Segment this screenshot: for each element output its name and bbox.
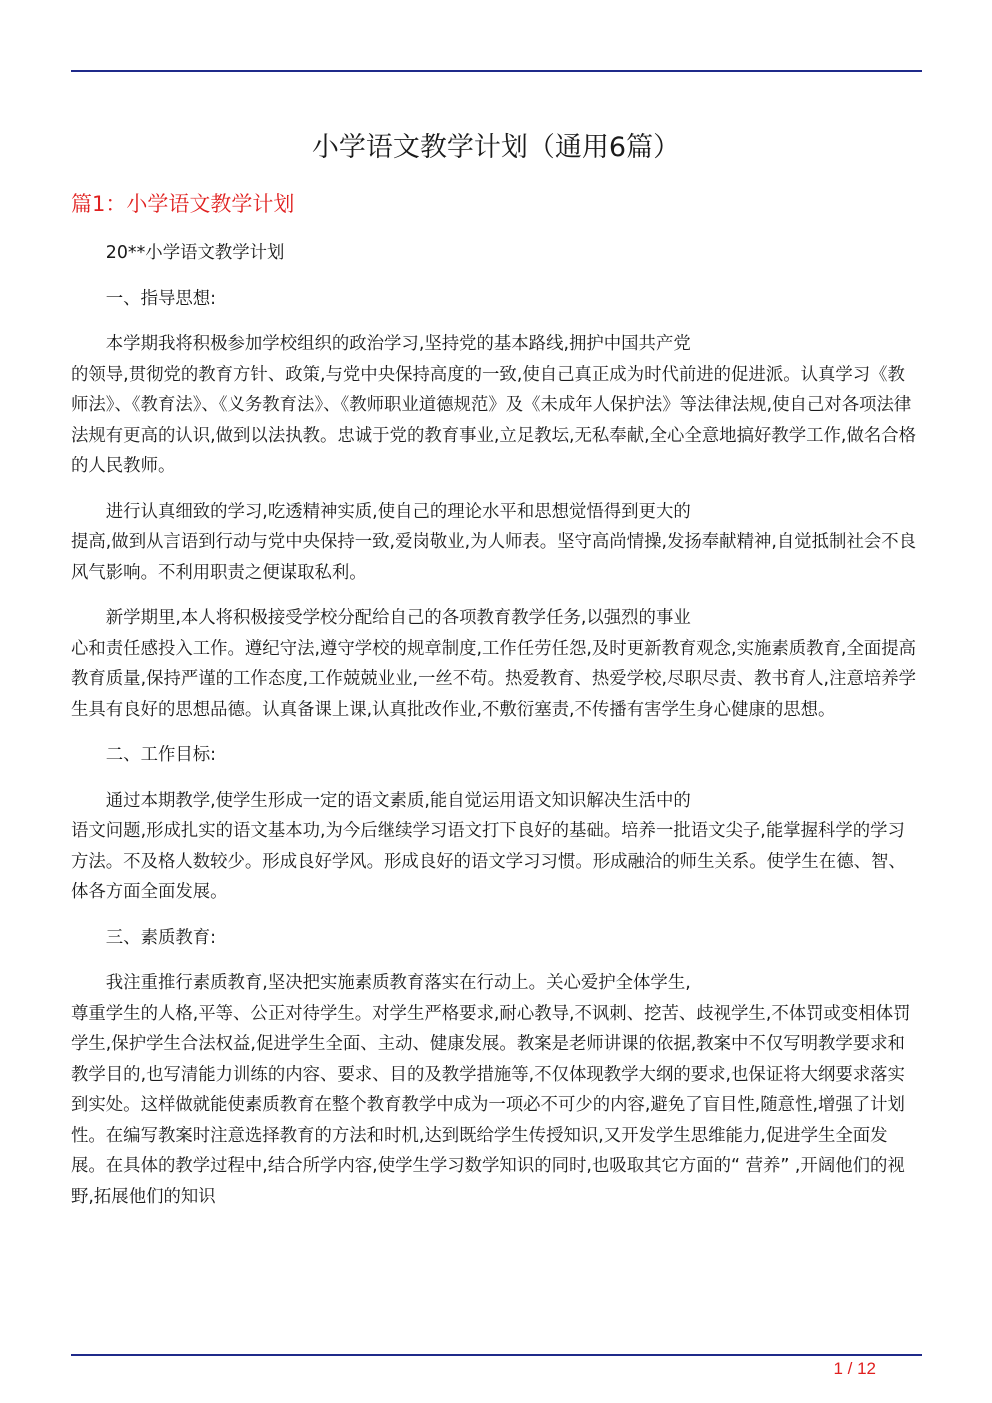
document-title: 小学语文教学计划（通用6篇） (311, 132, 681, 163)
document-body (71, 238, 921, 1227)
header-rule (71, 70, 922, 72)
page-number: 1 / 12 (833, 1359, 876, 1378)
paragraph-subtitle: 20**小学语文教学计划 (71, 243, 285, 263)
section-heading: 篇1：小学语文教学计划 (71, 192, 295, 216)
paragraph: 我注重推行素质教育,坚决把实施素质教育落实在行动上。关心爱护全体学生, 尊重学生的人格,平等、公正对待学生。对学生严格要求,耐心教导,不讽刺、挖苦、歧视学生,不体罚或变相体罚学生,保护学生合法权益,促进学生全面、主动、健康发展。教案是老师讲课的依据,教案中不仅写明教学要求和教学目的,也写清能力训练的内容、要求、目的及教学措施等,不仅体现教学大纲的要求,也保证将大纲要求落实到实处。这样做就能使素质教育在整个教育教学中成为一项必不可少的内容,避免了盲目性,随意性,增强了计划性。在编写教案时注意选择教育的方法和时机,达到既给学生传授知识,又开发学生思维能力,促进学生全面发展。在具体的教学过程中,结合所学内容,使学生学习数学知识的同时,也吸取其它方面的“ 营养” ,开阔他们的视野,拓展他们的知识 (71, 973, 911, 1207)
paragraph-heading-work-goals: 二、工作目标: (71, 745, 216, 765)
footer-rule (71, 1354, 922, 1356)
paragraph: 通过本期教学,使学生形成一定的语文素质,能自觉运用语文知识解决生活中的 语文问题,形成扎实的语文基本功,为今后继续学习语文打下良好的基础。培养一批语文尖子,能掌握科学的学习方法。不及格人数较少。形成良好学风。形成良好的语文学习习惯。形成融洽的师生关系。使学生在德、智、体各方面全面发展。 (71, 790, 906, 902)
paragraph-heading-quality-education: 三、素质教育: (71, 927, 216, 948)
paragraph: 新学期里,本人将积极接受学校分配给自己的各项教育教学任务,以强烈的事业 心和责任感投入工作。遵纪守法,遵守学校的规章制度,工作任劳任怨,及时更新教育观念,实施素质教育,全面提高教育质量,保持严谨的工作态度,工作兢兢业业,一丝不苟。热爱教育、热爱学校,尽职尽责、教书育人,注意培养学生具有良好的思想品德。认真备课上课,认真批改作业,不敷衍塞责,不传播有害学生身心健康的思想。 (71, 608, 917, 720)
paragraph: 本学期我将积极参加学校组织的政治学习,坚持党的基本路线,拥护中国共产党 的领导,贯彻党的教育方针、政策,与党中央保持高度的一致,使自己真正成为时代前进的促进派。认真学习《教师法》、《教育法》、《义务教育法》、《教师职业道德规范》及《未成年人保护法》等法律法规,使自己对各项法律法规有更高的认识,做到以法执教。忠诚于党的教育事业,立足教坛,无私奉献,全心全意地搞好教学工作,做名合格的人民教师。 (71, 334, 917, 476)
paragraph: 进行认真细致的学习,吃透精神实质,使自己的理论水平和思想觉悟得到更大的 提高,做到从言语到行动与党中央保持一致,爱岗敬业,为人师表。坚守高尚情操,发扬奉献精神,自觉抵制社会不良风气影响。不利用职责之便谋取私利。 (71, 501, 917, 583)
paragraph-heading-guiding-thought: 一、指导思想: (71, 288, 216, 309)
